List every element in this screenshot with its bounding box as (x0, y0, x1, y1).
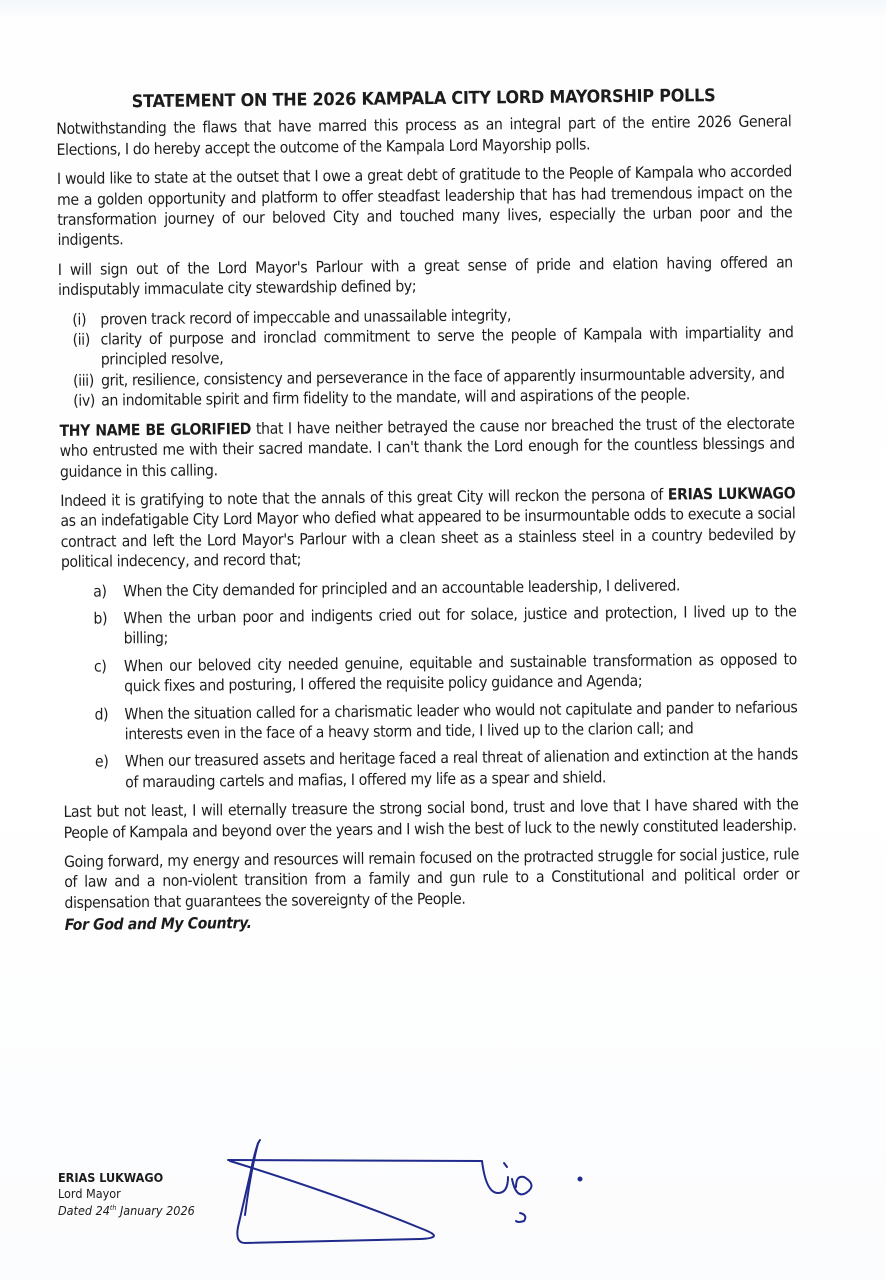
emphasis-heading: THY NAME BE GLORIFIED (59, 419, 252, 440)
list-item-text: When the situation called for a charismatic leader who would not capitulate and pander to nefarious interests even in the face of a heavy storm and tide, I lived up to the clarion call; and (124, 697, 798, 744)
closing-line: For God and My Country. (64, 914, 252, 935)
list-item (63, 745, 798, 794)
list-item (62, 649, 797, 698)
achievements-list (61, 574, 798, 793)
paragraph-acceptance: Notwithstanding the flaws that have marred this process as an integral part of the entire 2026 General Elections, I do hereby accept the outcome of the Kampala Lord Mayorship polls. (56, 112, 792, 159)
date-ordinal: th (109, 1204, 117, 1212)
list-item-letter: c) (93, 657, 107, 676)
list-item-text: When the urban poor and indigents cried out for solace, justice and protection, I lived up to the billing; (123, 602, 797, 648)
emphasis-name: ERIAS LUKWAGO (667, 484, 796, 504)
paragraph-farewell: Last but not least, I will eternally treasure the strong social bond, trust and love that I have shared with the People of Kampala and beyond over the years and I wish the best of luck to the newly constituted leadership. (63, 795, 799, 842)
list-item-letter: d) (94, 705, 109, 724)
list-item-text: When the City demanded for principled and an accountable leadership, I delivered. (123, 576, 681, 600)
paragraph-text: Indeed it is gratifying to note that the annals of this great City will reckon the persona of (60, 485, 668, 510)
handwritten-signature-icon (220, 1135, 600, 1245)
list-item-text: proven track record of impeccable and unassailable integrity, (100, 305, 512, 329)
list-item (61, 574, 796, 602)
stewardship-list (58, 302, 794, 412)
paragraph-forward: Going forward, my energy and resources will remain focused on the protracted struggle for social justice, rule of law and a non-violent transition from a family and gun rule to a Constitutional and political order or dispensation that guarantees the sovereignty of the People. (63, 845, 800, 912)
paragraph-text: as an indefatigable City Lord Mayor who defied what appeared to be insurmountable odds to execute a social contract and left the Lord Mayor's Parlour with a clean sheet as a stainless steel in a country bedeviled by political indecency, and record that; (60, 504, 796, 572)
paragraph-legacy (60, 483, 796, 572)
list-item (62, 697, 797, 746)
signatory-role: Lord Mayor (58, 1185, 121, 1201)
paragraph-glorified (59, 413, 795, 482)
list-item-text: grit, resilience, consistency and perseverance in the face of apparently insurmountable adversity, and (100, 364, 785, 390)
paragraph-stewardship: I will sign out of the Lord Mayor's Parlour with a great sense of pride and elation having offered an indisputably immaculate city stewardship defined by; (57, 253, 793, 300)
list-item (61, 601, 796, 650)
signatory-date (58, 1201, 195, 1219)
paragraph-text: that I have neither betrayed the cause nor breached the trust of the electorate who entrusted me with their sacred mandate. I can't thank the Lord enough for the countless blessings and guidance in this calling. (59, 413, 795, 481)
list-item-number: (i) (72, 310, 87, 329)
list-item-letter: b) (93, 609, 108, 628)
statement-body (56, 85, 800, 935)
list-item-letter: a) (93, 582, 107, 601)
signatory-name: ERIAS LUKWAGO (58, 1170, 164, 1185)
list-item-number: (iv) (73, 391, 96, 411)
signatory-block (58, 1170, 195, 1219)
list-item-text: an indomitable spirit and firm fidelity to the mandate, will and aspirations of the people. (101, 385, 691, 410)
list-item-letter: e) (94, 752, 109, 772)
paragraph-gratitude: I would like to state at the outset that I owe a great debt of gratitude to the People of Kampala who accorded me a golden opportunity and platform to offer steadfast leadership that has had tremendous impact on the transformation journey of our beloved City and touched many lives, especially the urban poor and the indigents. (56, 162, 793, 250)
list-item-number: (iii) (72, 371, 95, 390)
list-item-text: When our treasured assets and heritage faced a real threat of alienation and extinction at the hands of marauding cartels and mafias, I offered my life as a spear and shield. (124, 745, 799, 792)
list-item-text: When our beloved city needed genuine, equitable and sustainable transformation as opposed to quick fixes and posturing, I offered the requisite policy guidance and Agenda; (123, 650, 798, 696)
date-day: Dated 24 (58, 1203, 110, 1219)
date-month-year: January 2026 (116, 1203, 195, 1219)
document-title: STATEMENT ON THE 2026 KAMPALA CITY LORD MAYORSHIP POLLS (131, 86, 716, 113)
list-item-text: clarity of purpose and ironclad commitment to serve the people of Kampala with impartiality and principled resolve, (100, 323, 794, 370)
list-item-number: (ii) (72, 330, 91, 349)
